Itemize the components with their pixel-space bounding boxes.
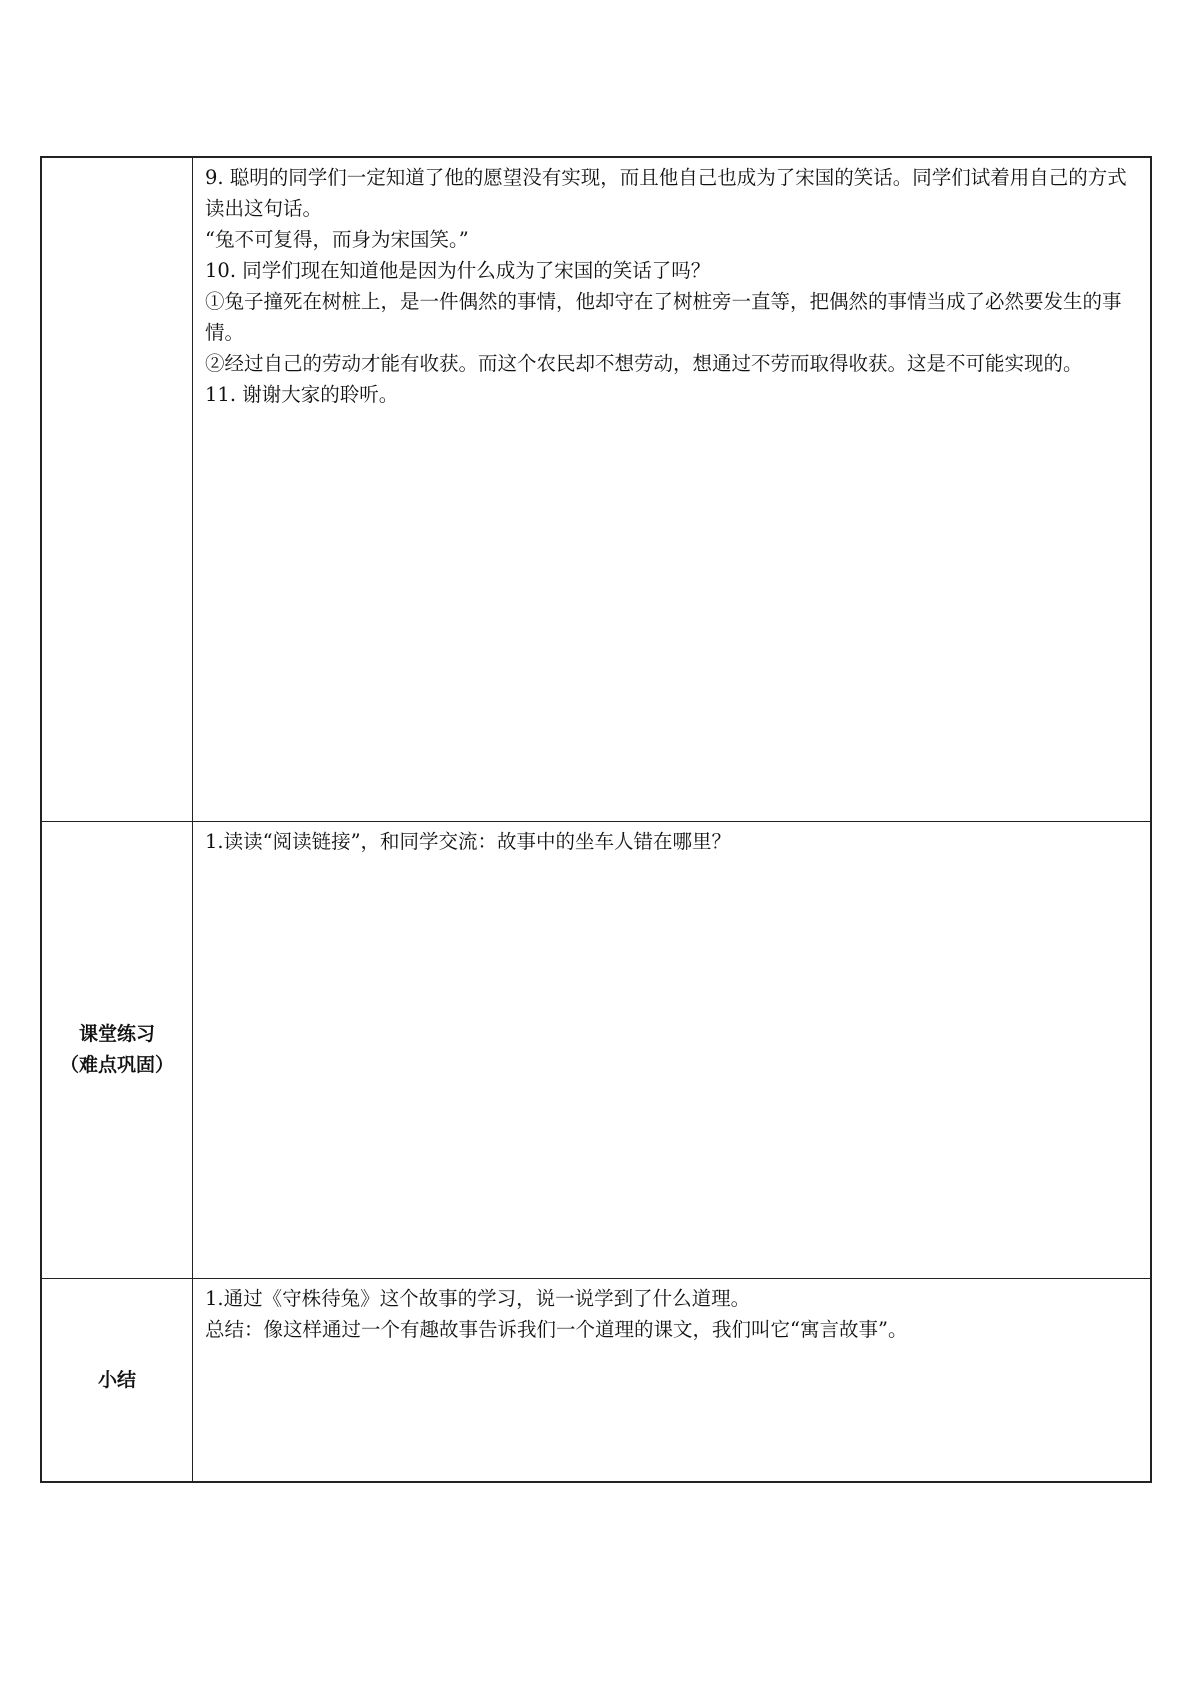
row-label-empty [41,157,193,822]
content-line: 11. 谢谢大家的聆听。 [205,383,399,406]
content-line: 1.读读“阅读链接”，和同学交流：故事中的坐车人错在哪里？ [205,830,732,853]
content-line: 1.通过《守株待兔》这个故事的学习，说一说学到了什么道理。 [205,1287,751,1310]
row-label-summary [41,1279,193,1483]
table-row-teaching-process [41,157,1151,822]
row-content-classroom-practice [193,822,1152,1279]
content-line: ①兔子撞死在树桩上，是一件偶然的事情，他却守在了树桩旁一直等，把偶然的事情当成了必然要发生的事情。 [205,290,1122,344]
content-line: 9. 聪明的同学们一定知道了他的愿望没有实现，而且他自己也成为了宋国的笑话。同学们试着用自己的方式读出这句话。 [205,166,1127,220]
row-label-text: 小结 [97,1368,136,1391]
lesson-plan-table [40,156,1152,1483]
row-content-summary [193,1279,1152,1483]
content-line: 总结：像这样通过一个有趣故事告诉我们一个道理的课文，我们叫它“寓言故事”。 [205,1318,908,1341]
row-label-text: （难点巩固） [59,1054,174,1076]
content-line: 10. 同学们现在知道他是因为什么成为了宋国的笑话了吗？ [205,259,711,282]
content-line: “兔不可复得，而身为宋国笑。” [205,228,469,251]
row-label-text: 课堂练习 [78,1023,155,1045]
content-line: ②经过自己的劳动才能有收获。而这个农民却不想劳动，想通过不劳而取得收获。这是不可能实现的。 [205,352,1083,375]
row-content-teaching-process [193,157,1152,822]
table-row-classroom-practice [41,822,1151,1279]
table-row-summary [41,1279,1151,1483]
row-label-classroom-practice [41,822,193,1279]
